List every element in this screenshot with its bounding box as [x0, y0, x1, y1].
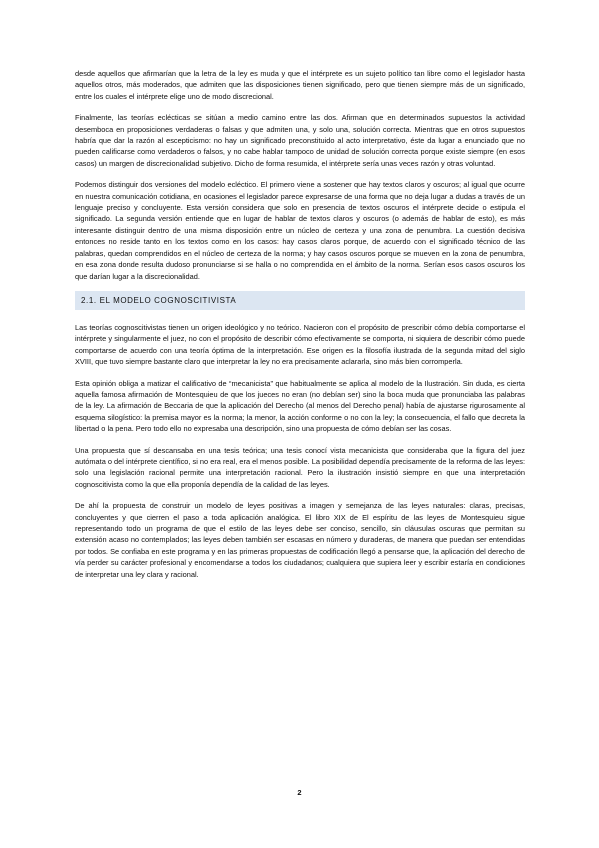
paragraph-eclectic-theories: Finalmente, las teorías eclécticas se sitúan a medio camino entre las dos. Afirman que en determinados supuestos la actividad desemboca en proposiciones verdaderas o falsas y que admiten una, y solo una, solución correcta. Mientras que en otros supuestos habría que dar la razón al escepticismo: no hay un significado preconstituido al acto interpretativo, éste da lugar a enunciado que no pueden calificarse como verdaderos o falsos, y no cabe hablar tampoco de unidad de solución correcta porque existe siempre (en esos casos) un margen de discrecionalidad subjetivo. Dicho de forma resumida, el intérprete sería unas veces razón y otras voluntad.: [75, 113, 525, 168]
document-body: [75, 68, 525, 590]
section-heading-cognitivist-model: 2.1. EL MODELO COGNOSCITIVISTA: [75, 291, 525, 310]
paragraph-mechanicist-qualifier: Esta opinión obliga a matizar el calificativo de “mecanicista” que habitualmente se aplica al modelo de la Ilustración. Sin duda, es cierta aquella famosa afirmación de Montesquieu de que los jueces no eran (no debían ser) sino la boca muda que pronunciaba las palabras de la ley. La afirmación de Beccaria de que la aplicación del Derecho (al menos del Derecho penal) había de ajustarse rigurosamente al esquema silogístico: la premisa mayor es la norma; la menor, la acción conforme o no con la ley; la consecuencia, el fallo que decreta la libertad o la pena. Pero todo ello no expresaba una descripción, sino una propuesta de cómo debían ser las cosas.: [75, 378, 525, 434]
paragraph-positive-laws-model: De ahí la propuesta de construir un modelo de leyes positivas a imagen y semejanza de las leyes naturales: claras, precisas, concluyentes y que cierren el paso a toda aplicación analógica. El libro XIX de El espíritu de las leyes de Montesquieu sigue representando todo un programa de que el estilo de las leyes debe ser conciso, sencillo, sin cláusulas oscuras que permitan su extensión acaso no contemplados; las leyes deben también ser escasas en número y duraderas, de manera que puedan ser entendidas por todos. Se confiaba en este programa y en las primeras propuestas de codificación llegó a pensarse que, la aplicación del derecho de vía perder su carácter profesional y encomendarse a todos los ciudadanos; cualquiera que supiera leer y escribir estaría en condiciones de interpretar una ley clara y racional.: [75, 501, 525, 579]
paragraph-theoretical-thesis: Una propuesta que sí descansaba en una tesis teórica; una tesis conocí vista mecanicista que consideraba que la figura del juez autómata o del intérprete científico, si no era real, era el menos posible. La posibilidad dependía precisamente de la reforma de las leyes: solo una legislación racional permite una interpretación racional. Pero la ilustración insistió siempre en que una interpretación cognoscitivista como la que ella proponía dependía de la calidad de las leyes.: [75, 445, 525, 489]
paragraph-continuation: desde aquellos que afirmarían que la letra de la ley es muda y que el intérprete es un sujeto político tan libre como el legislador hasta aquellos otros, más moderados, que admiten que las disposiciones tienen significado, pero que tienen siempre más de un significado, entre los cuales el intérprete elige uno de modo discrecional.: [75, 69, 525, 101]
page-number: 2: [297, 788, 302, 797]
paragraph-cognitivist-origin: Las teorías cognoscitivistas tienen un origen ideológico y no teórico. Nacieron con el propósito de prescribir cómo debía comportarse el intérprete y singularmente el juez, no con el propósito de describir cómo efectivamente se comporta, ni siquiera de describir cómo puede comportarse de acuerdo con una teoría óptima de la interpretación. Ese origen es la filosofía ilustrada de la segunda mitad del siglo XVIII, que tuvo siempre bastante claro que interpretar la ley no era precisamente aclararla, sino más bien corromperla.: [75, 322, 525, 367]
paragraph-eclectic-versions: Podemos distinguir dos versiones del modelo ecléctico. El primero viene a sostener que hay textos claros y oscuros; al igual que ocurre en nuestra comunicación cotidiana, en ocasiones el legislador parece expresarse de una forma que no deja lugar a dudas a través de un lenguaje preciso y concluyente. Esta versión considera que solo en presencia de textos oscuros el intérprete decide o estipula el significado. La segunda versión entiende que en lugar de hablar de textos claros y oscuros (o además de hablar de esto), es más interesante distinguir dentro de una misma disposición entre un núcleo de certeza y una zona de penumbra. La cuestión decisiva entonces no reside tanto en los textos como en los casos: hay casos claros porque, de acuerdo con el significado técnico de las palabras, quedan comprendidos en el núcleo de certeza de la norma; y hay casos oscuros porque se mueven en la zona de penumbra, en esa zona donde resulta dudoso pronunciarse si se halla o no comprendida en el ámbito de la norma. Serían esos casos oscuros los que darían lugar a la discrecionalidad.: [75, 180, 525, 281]
